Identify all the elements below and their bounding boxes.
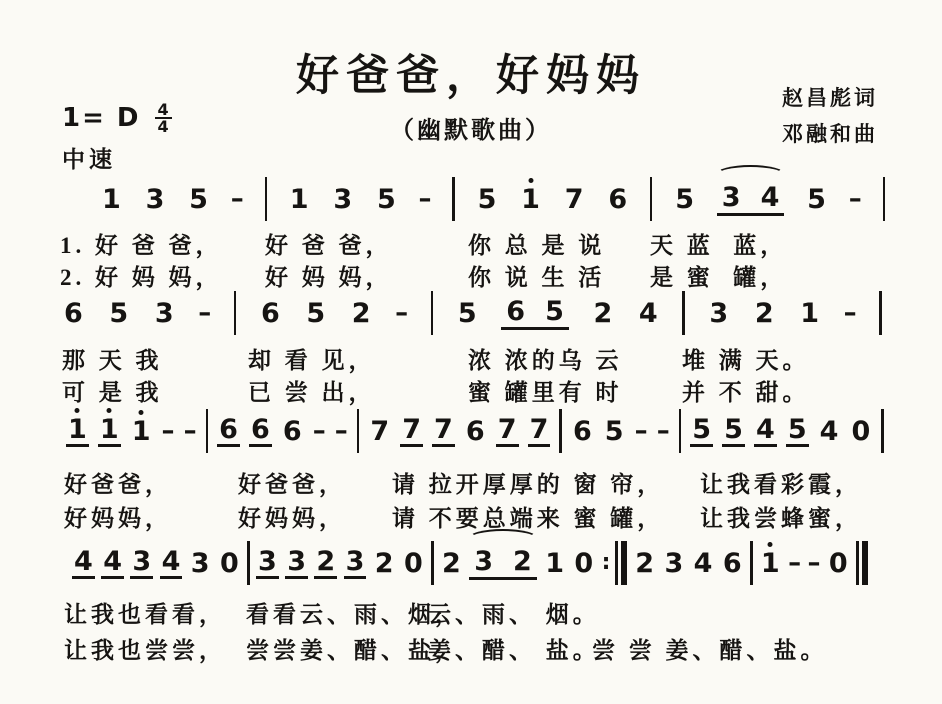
note: 1 xyxy=(102,183,121,215)
lyric-chunk: 好妈妈， xyxy=(238,506,346,531)
lyric-chunk: 1. 好 爸 爸， xyxy=(60,233,223,258)
note: 0 xyxy=(574,547,594,579)
lyric-chunk: 蜜 罐里有 时 xyxy=(468,380,623,405)
lyric-chunk: 好 妈 妈， xyxy=(265,265,393,290)
barline xyxy=(881,409,884,453)
lyric-chunk: 浓 浓的乌 云 xyxy=(468,348,623,373)
note: 6 xyxy=(64,297,83,329)
note: 5 xyxy=(675,183,694,215)
note: 2 xyxy=(316,546,336,577)
note: 1 xyxy=(800,297,820,329)
note: 7 xyxy=(402,414,421,445)
note: 6 xyxy=(722,547,742,579)
note: 6 xyxy=(260,297,280,329)
barline xyxy=(559,409,562,453)
barline xyxy=(750,541,753,585)
note: 5 xyxy=(306,297,326,329)
lyric-chunk: 请 拉开厚厚的 窗 帘， xyxy=(392,472,665,497)
barline xyxy=(357,409,360,453)
duration-dash: – xyxy=(334,416,348,446)
note: 5 xyxy=(604,415,624,447)
note: 5 xyxy=(692,414,712,445)
lyric-chunk: 看看云、雨、烟， xyxy=(246,602,462,627)
note: 4 xyxy=(760,182,780,213)
note: 4 xyxy=(74,546,93,577)
note: 3 xyxy=(145,183,165,215)
lyric-chunk: 请 不要总端来 蜜 罐， xyxy=(392,506,665,531)
barline xyxy=(265,177,268,221)
lyric-chunk: 姜、醋、 盐。 xyxy=(428,638,600,663)
note: 5 xyxy=(189,183,208,215)
lyric-chunk: 好妈妈， xyxy=(64,506,172,531)
beam-group xyxy=(501,296,569,330)
slur-group xyxy=(469,546,537,580)
note: 5 xyxy=(787,414,807,445)
note: 3 xyxy=(474,546,494,577)
note: 6 xyxy=(572,415,592,447)
note: 4 xyxy=(755,414,775,445)
barline xyxy=(247,541,250,585)
note: 7 xyxy=(497,414,517,445)
barline-thick xyxy=(621,541,627,585)
note: 4 xyxy=(103,546,122,577)
key-signature: 1= D xyxy=(62,103,141,133)
lyric-chunk: 已 尝 出， xyxy=(248,380,376,405)
lyric-chunk: 却 看 见， xyxy=(248,348,376,373)
note: 7 xyxy=(529,414,549,445)
time-signature-numerator: 4 xyxy=(155,102,172,119)
lyric-chunk: 让我也看看， xyxy=(64,602,226,627)
barline xyxy=(206,409,209,453)
lyric-chunk: 2. 好 妈 妈， xyxy=(60,265,223,290)
song-title: 好爸爸，好妈妈 xyxy=(296,53,646,100)
lyric-chunk: 云、雨、 烟。 xyxy=(428,602,600,627)
note: 1 xyxy=(289,183,309,215)
duration-dash: – xyxy=(418,184,432,214)
note: 3 xyxy=(709,297,729,329)
note: 5 xyxy=(724,414,743,445)
duration-dash: – xyxy=(230,184,244,214)
note: 2 xyxy=(754,297,774,329)
note: 5 xyxy=(376,183,396,215)
duration-dash: – xyxy=(198,298,212,328)
lyric-chunk: 并 不 甜。 xyxy=(682,380,810,405)
duration-dash: – xyxy=(395,298,409,328)
note: 6 xyxy=(608,183,628,215)
lyric-chunk: 让我也尝尝， xyxy=(64,638,226,663)
lyric-chunk: 好 爸 爸， xyxy=(265,233,393,258)
note: 4 xyxy=(638,297,658,329)
music-line-3 xyxy=(66,408,884,454)
note: 2 xyxy=(513,546,532,577)
barline xyxy=(234,291,237,335)
barline-thin xyxy=(856,541,859,585)
note: 5 xyxy=(545,296,564,327)
lyric-chunk: 好爸爸， xyxy=(64,472,172,497)
note: 7 xyxy=(434,414,453,445)
music-line-4 xyxy=(72,540,868,586)
duration-dash: – xyxy=(183,416,197,446)
lyric-chunk: 天 蓝 蓝， xyxy=(650,233,788,258)
note: 1 xyxy=(545,547,564,579)
lyric-chunk: 尝 尝 姜、醋、盐。 xyxy=(592,638,828,663)
note: 3 xyxy=(287,546,306,577)
note: 3 xyxy=(664,547,684,579)
slur-group xyxy=(717,182,785,216)
note: 6 xyxy=(251,414,270,445)
tempo-marking: 中速 xyxy=(62,147,116,172)
note: 7 xyxy=(564,183,584,215)
lyric-chunk: 你 总 是 说 xyxy=(468,233,606,258)
note: 3 xyxy=(190,547,210,579)
note: 2 xyxy=(442,547,461,579)
note: 2 xyxy=(635,547,655,579)
barline xyxy=(883,177,886,221)
note: 4 xyxy=(819,415,839,447)
note: 2 xyxy=(351,297,371,329)
note: 1 xyxy=(99,414,119,445)
repeat-end-barline xyxy=(602,541,627,585)
music-line-1 xyxy=(100,176,885,222)
note: 6 xyxy=(465,415,485,447)
duration-dash: – xyxy=(807,548,821,578)
music-line-2 xyxy=(62,290,882,336)
barline xyxy=(879,291,882,335)
note: 3 xyxy=(258,546,277,577)
note: 0 xyxy=(851,415,871,447)
note: 0 xyxy=(828,547,848,579)
note: 0 xyxy=(219,547,239,579)
note: 0 xyxy=(403,547,423,579)
song-subtitle: （幽默歌曲） xyxy=(390,118,552,144)
lyric-chunk: 那 天 我 xyxy=(62,348,163,373)
duration-dash: – xyxy=(634,416,648,446)
lyric-chunk: 让我尝蜂蜜， xyxy=(700,506,862,531)
lyric-chunk: 堆 满 天。 xyxy=(682,348,810,373)
lyric-chunk: 可 是 我 xyxy=(62,380,163,405)
duration-dash: – xyxy=(788,548,802,578)
note: 4 xyxy=(161,546,181,577)
note: 6 xyxy=(282,415,302,447)
lyric-chunk: 你 说 生 活 xyxy=(468,265,606,290)
key-time-signature xyxy=(62,102,172,134)
note: 1 xyxy=(760,547,780,579)
barline xyxy=(650,177,653,221)
duration-dash: – xyxy=(843,298,857,328)
barline xyxy=(452,177,455,221)
barline xyxy=(679,409,682,453)
note: 1 xyxy=(68,414,87,445)
note: 5 xyxy=(477,183,497,215)
note: 5 xyxy=(109,297,129,329)
barline-thick xyxy=(862,541,868,585)
note: 5 xyxy=(457,297,477,329)
lyric-chunk: 尝尝姜、醋、盐， xyxy=(246,638,462,663)
barline xyxy=(431,291,434,335)
final-barline xyxy=(856,541,868,585)
lyric-chunk: 是 蜜 罐， xyxy=(650,265,788,290)
time-signature xyxy=(155,102,172,134)
note: 6 xyxy=(219,414,238,445)
note: 4 xyxy=(693,547,713,579)
barline xyxy=(431,541,434,585)
note: 2 xyxy=(593,297,613,329)
note: 5 xyxy=(807,183,826,215)
barline-thin xyxy=(615,541,618,585)
credits xyxy=(782,80,878,152)
note: 7 xyxy=(370,415,390,447)
lyricist-credit: 赵昌彪词 xyxy=(782,86,878,110)
note: 6 xyxy=(506,296,526,327)
note: 2 xyxy=(374,547,394,579)
note: 3 xyxy=(333,183,353,215)
composer-credit: 邓融和曲 xyxy=(782,122,878,146)
note: 3 xyxy=(345,546,365,577)
duration-dash: – xyxy=(312,416,326,446)
barline xyxy=(682,291,685,335)
duration-dash: – xyxy=(848,184,862,214)
note: 3 xyxy=(132,546,152,577)
time-signature-denominator: 4 xyxy=(157,117,169,136)
repeat-dots: : xyxy=(601,550,611,575)
note: 3 xyxy=(721,182,741,213)
note: 1 xyxy=(131,415,151,447)
duration-dash: – xyxy=(161,416,175,446)
note: 3 xyxy=(154,297,174,329)
note: 1 xyxy=(521,183,540,215)
lyric-chunk: 让我看彩霞， xyxy=(700,472,862,497)
duration-dash: – xyxy=(656,416,670,446)
lyric-chunk: 好爸爸， xyxy=(238,472,346,497)
